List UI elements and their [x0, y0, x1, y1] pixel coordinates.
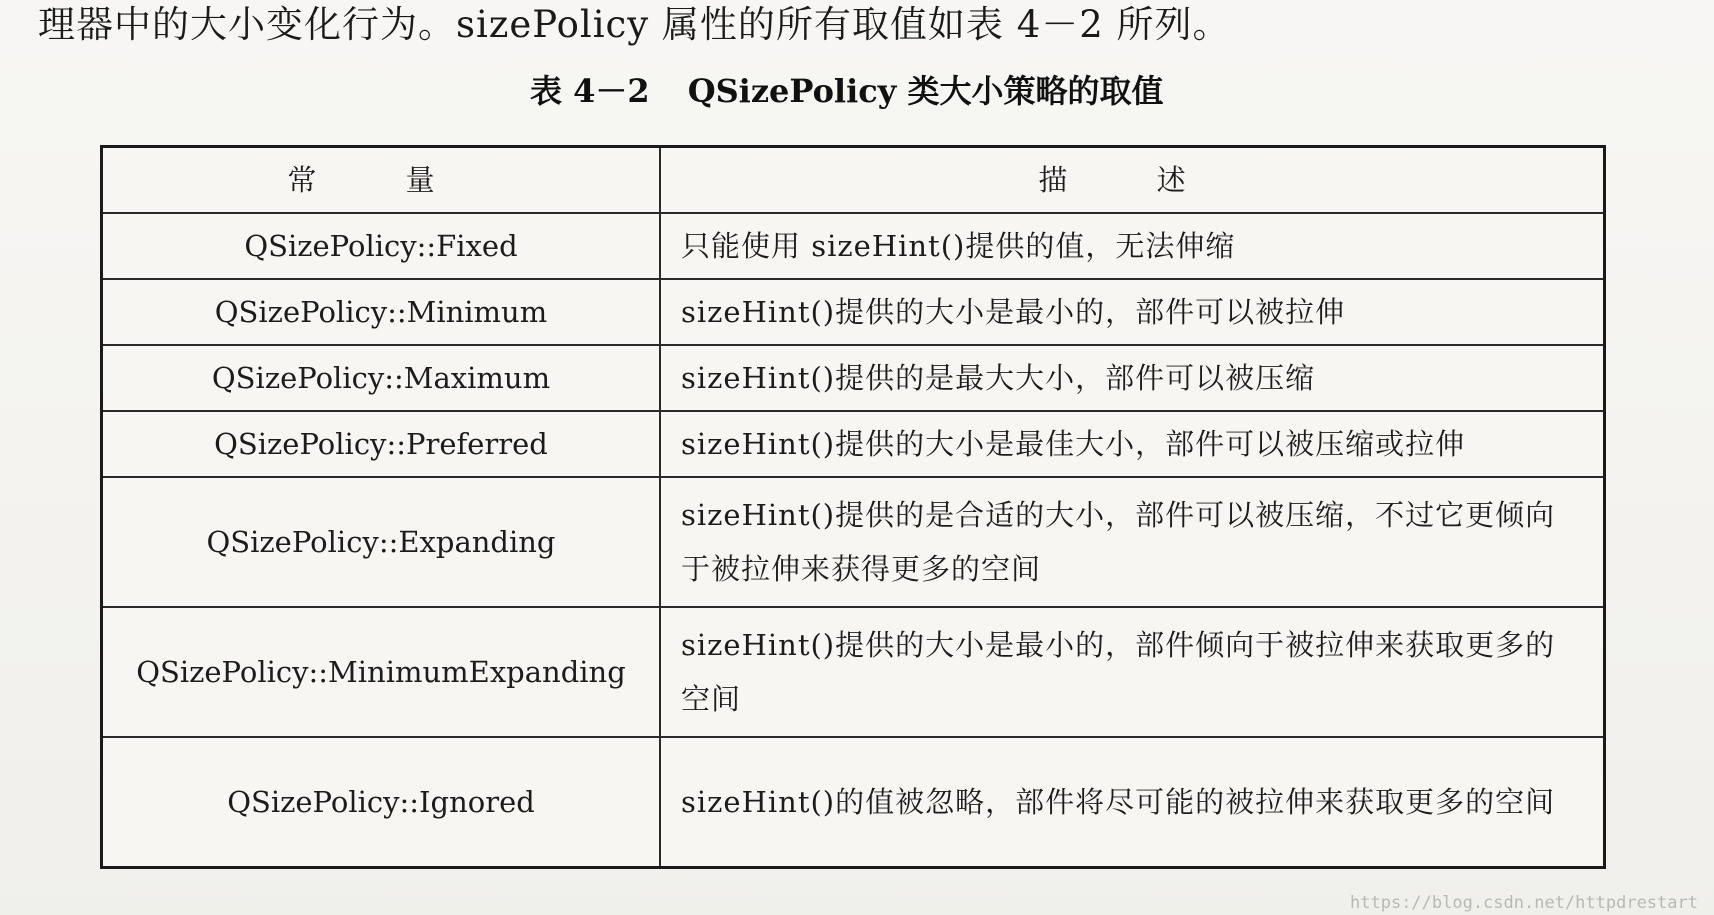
- constant-cell: QSizePolicy::Expanding: [102, 477, 661, 607]
- constant-cell: QSizePolicy::Preferred: [102, 411, 661, 477]
- description-cell: sizeHint()提供的大小是最小的，部件可以被拉伸: [660, 279, 1605, 345]
- table-row-minimum: [102, 279, 1605, 345]
- source-watermark: https://blog.csdn.net/httpdrestart: [1350, 893, 1698, 913]
- table-row-minimum-expanding: [102, 607, 1605, 737]
- table-row-ignored: [102, 737, 1605, 868]
- description-cell: sizeHint()提供的是最大大小，部件可以被压缩: [660, 345, 1605, 411]
- description-cell: sizeHint()提供的是合适的大小，部件可以被压缩，不过它更倾向于被拉伸来获得更多的空间: [660, 477, 1605, 607]
- constant-cell: QSizePolicy::Minimum: [102, 279, 661, 345]
- table-row-expanding: [102, 477, 1605, 607]
- table-header-row: [102, 147, 1605, 214]
- table-caption-number: 表 4－2: [530, 72, 650, 110]
- table-caption-title: QSizePolicy 类大小策略的取值: [687, 72, 1164, 110]
- description-cell: sizeHint()提供的大小是最小的，部件倾向于被拉伸来获取更多的空间: [660, 607, 1605, 737]
- description-cell: 只能使用 sizeHint()提供的值，无法伸缩: [660, 213, 1605, 279]
- description-cell: sizeHint()的值被忽略，部件将尽可能的被拉伸来获取更多的空间: [660, 737, 1605, 868]
- header-constant: 常 量: [102, 147, 661, 214]
- constant-cell: QSizePolicy::Fixed: [102, 213, 661, 279]
- intro-paragraph-line: 理器中的大小变化行为。sizePolicy 属性的所有取值如表 4－2 所列。: [38, 3, 1231, 46]
- constant-cell: QSizePolicy::Ignored: [102, 737, 661, 868]
- table-row-fixed: [102, 213, 1605, 279]
- description-cell: sizeHint()提供的大小是最佳大小，部件可以被压缩或拉伸: [660, 411, 1605, 477]
- table-row-maximum: [102, 345, 1605, 411]
- constant-cell: QSizePolicy::MinimumExpanding: [102, 607, 661, 737]
- table-caption: [530, 66, 1163, 112]
- table-row-preferred: [102, 411, 1605, 477]
- header-description: 描 述: [660, 147, 1605, 214]
- size-policy-table: [100, 145, 1606, 869]
- constant-cell: QSizePolicy::Maximum: [102, 345, 661, 411]
